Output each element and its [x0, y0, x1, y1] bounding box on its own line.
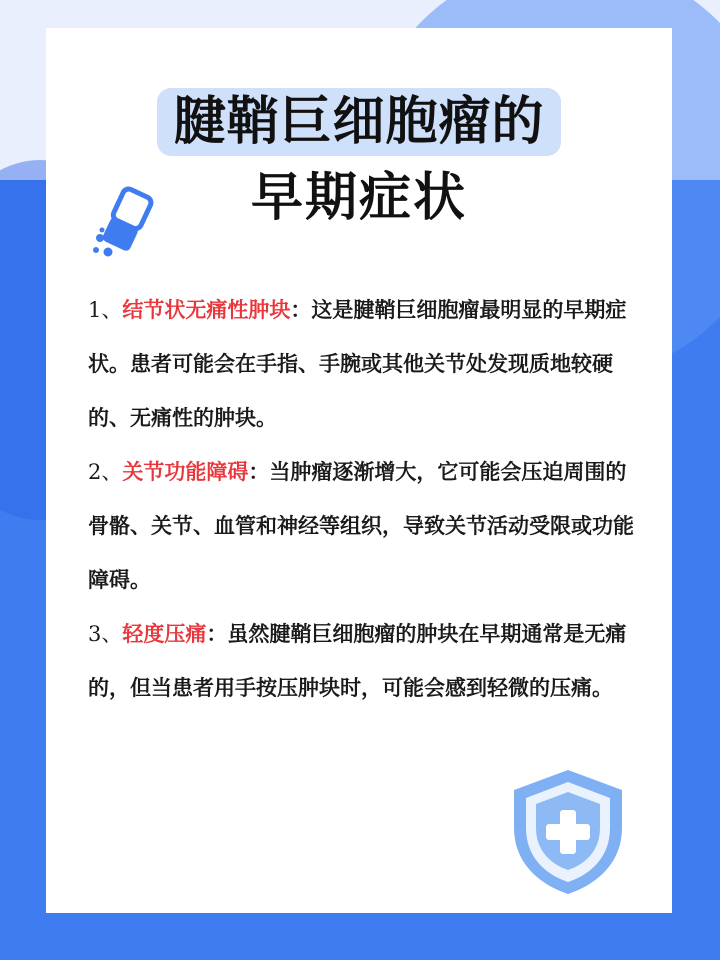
- title-line-2: 早期症状: [250, 168, 467, 228]
- item-number: 1、: [88, 298, 123, 322]
- content-card: [46, 28, 672, 913]
- symptom-item-1: [88, 283, 636, 445]
- symptom-list: [88, 283, 636, 715]
- symptom-item-3: [88, 607, 636, 715]
- item-text: ：当肿瘤逐渐增大，它可能会压迫周围的骨骼、关节、血管和神经等组织，导致关节活动受限或功能障碍。: [88, 460, 634, 592]
- item-number: 3、: [88, 622, 123, 646]
- symptom-item-2: [88, 445, 636, 607]
- item-keyword: 关节功能障碍: [122, 460, 249, 484]
- medical-shield-icon: [506, 766, 630, 896]
- item-text: ：虽然腱鞘巨细胞瘤的肿块在早期通常是无痛的，但当患者用手按压肿块时，可能会感到轻微的压痛。: [88, 622, 627, 700]
- title-line-1: 腱鞘巨细胞瘤的: [157, 88, 560, 156]
- item-text: ：这是腱鞘巨细胞瘤最明显的早期症状。患者可能会在手指、手腕或其他关节处发现质地较硬的、无痛性的肿块。: [88, 298, 627, 430]
- item-keyword: 轻度压痛: [122, 622, 207, 646]
- pill-bottle-icon: [90, 186, 168, 264]
- item-keyword: 结节状无痛性肿块: [122, 298, 291, 322]
- item-number: 2、: [88, 460, 123, 484]
